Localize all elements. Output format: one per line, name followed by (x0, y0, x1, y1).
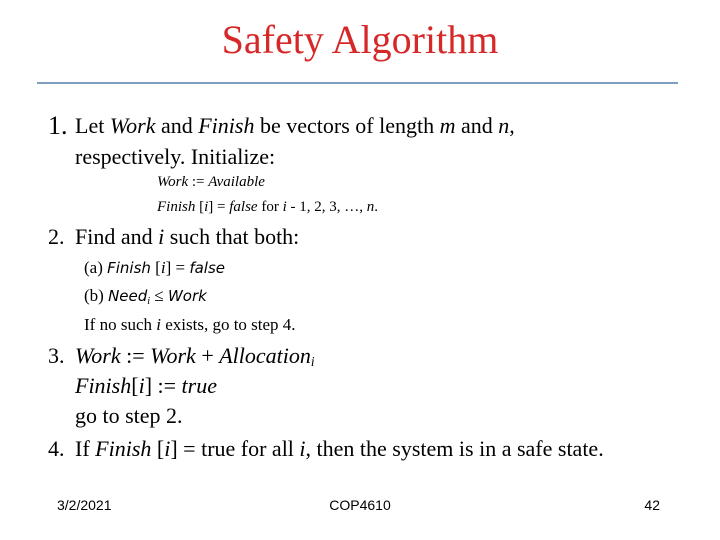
term-work: Work (167, 287, 207, 305)
var-i: i (138, 373, 145, 398)
term-need: Need (108, 287, 148, 305)
footer-course: COP4610 (329, 497, 391, 513)
text: and (455, 113, 499, 138)
text: for (257, 199, 283, 215)
var-i: i (160, 258, 166, 277)
step-text-line (75, 371, 217, 401)
text: ≤ (150, 286, 168, 305)
term-finish: Finish (198, 113, 255, 138)
step-number: 3. (48, 343, 65, 368)
term-available: Available (208, 174, 265, 190)
text: := (188, 174, 209, 190)
var-i: i (204, 199, 209, 215)
condition-a (84, 254, 225, 282)
text: . (374, 199, 378, 215)
step-text-line (75, 434, 604, 464)
value-false: false (229, 199, 258, 215)
text: such that both: (164, 224, 300, 249)
text: [ (150, 258, 161, 277)
term-work: Work (150, 343, 196, 368)
term-finish: Finish (107, 259, 151, 277)
var-m: m (439, 113, 456, 138)
slide-title: Safety Algorithm (221, 17, 499, 62)
init-finish (157, 197, 378, 217)
text: [ (195, 199, 205, 215)
text: , (509, 113, 515, 138)
step-text-line: respectively. Initialize: (75, 144, 276, 169)
term-work: Work (109, 113, 156, 138)
var-i: i (156, 315, 161, 334)
step-text-line: go to step 2. (75, 403, 183, 428)
text: , then the system is in a safe state. (305, 436, 604, 461)
var-i: i (299, 436, 306, 461)
text: Find and (75, 224, 159, 249)
step-number: 1. (48, 111, 68, 140)
text: ] := (144, 373, 182, 398)
var-i: i (164, 436, 171, 461)
text: and (155, 113, 199, 138)
text: + (195, 343, 220, 368)
term-allocation: Allocation (219, 343, 311, 368)
term-finish: Finish (75, 373, 132, 398)
footer-date: 3/2/2021 (57, 497, 112, 513)
step-text-line (75, 222, 299, 252)
step-number: 4. (48, 436, 65, 461)
text: Let (75, 113, 110, 138)
text: If no such (84, 315, 157, 334)
text: [ (151, 436, 165, 461)
term-work: Work (75, 343, 121, 368)
text: ] = true for all (170, 436, 300, 461)
value-true: true (181, 373, 217, 398)
var-n: n (498, 113, 510, 138)
term-finish: Finish (95, 436, 152, 461)
footer-page-number: 42 (644, 497, 660, 513)
text: ] = (165, 258, 190, 277)
text: [ (131, 373, 139, 398)
init-work (157, 172, 265, 192)
text: be vectors of length (254, 113, 440, 138)
title-divider (37, 82, 678, 84)
var-n: n (366, 199, 375, 215)
text: := (120, 343, 151, 368)
text: exists, go to step 4. (160, 315, 296, 334)
term-finish: Finish (157, 199, 196, 215)
term-work: Work (157, 174, 189, 190)
text: ] = (208, 199, 230, 215)
subscript-i: i (147, 296, 151, 307)
var-i: i (158, 224, 165, 249)
step-text-line (75, 111, 515, 141)
text: - 1, 2, 3, …, (286, 199, 367, 215)
step-number: 2. (48, 224, 65, 249)
text: If (75, 436, 96, 461)
value-false: false (189, 259, 226, 277)
subscript-i: i (310, 354, 315, 369)
var-i: i (282, 199, 287, 215)
text: (a) (84, 258, 108, 277)
condition-none (84, 311, 296, 339)
text: (b) (84, 286, 109, 305)
